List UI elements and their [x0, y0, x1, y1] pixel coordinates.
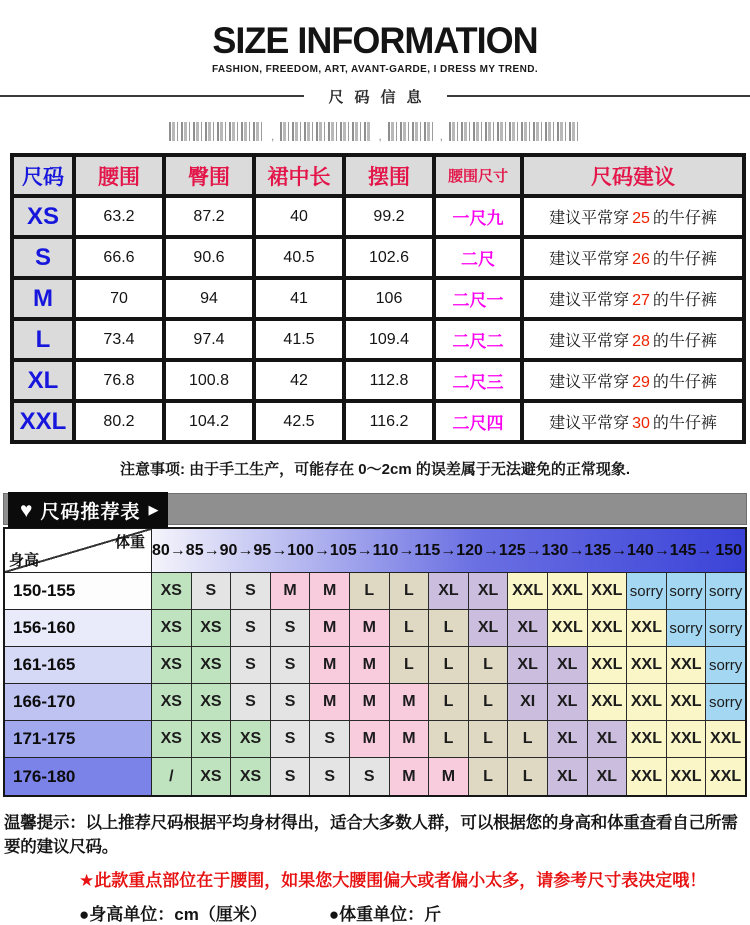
waist-cn-value: 二尺	[434, 237, 522, 278]
weight-header: 105→	[329, 541, 373, 559]
recommend-size-cell: sorry	[706, 684, 745, 721]
recommend-size-cell: XS	[152, 573, 192, 610]
recommend-size-cell: L	[469, 684, 509, 721]
size-table-row	[12, 319, 744, 360]
barcode-graphic	[0, 119, 750, 141]
recommend-size-cell: L	[429, 647, 469, 684]
recommend-size-cell: M	[350, 647, 390, 684]
recommend-size-cell: XL	[508, 610, 548, 647]
column-header: 腰围	[74, 155, 164, 196]
recommend-size-cell: M	[310, 684, 350, 721]
suggestion-cell	[522, 360, 744, 401]
jeans-size-value: 26	[632, 251, 650, 268]
barcode-separator: ,	[378, 129, 382, 143]
recommend-size-cell: L	[429, 721, 469, 758]
recommend-header-row	[5, 529, 745, 573]
column-header: 臀围	[164, 155, 254, 196]
recommend-size-cell: M	[350, 684, 390, 721]
recommend-size-cell: S	[231, 684, 271, 721]
recommend-size-cell: XXL	[588, 684, 628, 721]
recommend-size-cell: M	[350, 610, 390, 647]
barcode-icon	[169, 122, 265, 141]
recommend-size-cell: XXL	[588, 610, 628, 647]
jeans-size-value: 25	[632, 210, 650, 227]
recommend-size-cell: XL	[429, 573, 469, 610]
recommend-size-cell: XXL	[706, 721, 745, 758]
recommend-size-cell: S	[310, 721, 350, 758]
waist-value: 66.6	[74, 237, 164, 278]
weight-header: 120→	[456, 541, 499, 559]
page-title: SIZE INFORMATION	[212, 19, 538, 62]
recommend-row	[5, 573, 745, 610]
recommend-size-cell: XXL	[548, 573, 588, 610]
jeans-size-value: 27	[632, 292, 650, 309]
size-label: XXL	[12, 401, 74, 442]
length-value: 41.5	[254, 319, 344, 360]
recommend-size-cell: L	[390, 610, 430, 647]
recommend-size-cell: M	[310, 610, 350, 647]
recommend-size-cell: XS	[231, 721, 271, 758]
recommend-size-cell: XS	[231, 758, 271, 795]
recommend-size-cell: sorry	[627, 573, 667, 610]
recommend-size-cell: XXL	[627, 684, 667, 721]
recommend-size-cell: S	[231, 647, 271, 684]
waist-cn-value: 二尺四	[434, 401, 522, 442]
recommend-size-cell: XXL	[508, 573, 548, 610]
suggestion-prefix: 建议平常穿	[549, 210, 630, 227]
size-label: M	[12, 278, 74, 319]
waist-cn-value: 二尺二	[434, 319, 522, 360]
recommend-size-cell: XXL	[667, 684, 707, 721]
weight-header: 110→	[372, 541, 415, 559]
recommend-size-cell: M	[310, 573, 350, 610]
height-range-header: 156-160	[5, 610, 152, 647]
hip-value: 90.6	[164, 237, 254, 278]
recommend-size-cell: S	[271, 758, 311, 795]
recommend-size-cell: S	[271, 721, 311, 758]
recommend-size-cell: S	[271, 684, 311, 721]
recommend-size-cell: XS	[192, 610, 232, 647]
recommend-table	[3, 527, 747, 797]
recommend-size-cell: L	[429, 684, 469, 721]
hip-value: 104.2	[164, 401, 254, 442]
recommend-size-cell: XL	[548, 647, 588, 684]
error-notice: 注意事项: 由于手工生产，可能存在 0～2cm 的误差属于无法避免的正常现象.	[119, 461, 631, 478]
corner-weight-label: 体重	[114, 534, 145, 551]
recommend-size-cell: L	[469, 721, 509, 758]
recommend-size-cell: XS	[152, 610, 192, 647]
recommend-size-cell: XS	[192, 721, 232, 758]
length-value: 41	[254, 278, 344, 319]
suggestion-cell	[522, 278, 744, 319]
hip-value: 97.4	[164, 319, 254, 360]
recommend-size-cell: XXL	[548, 610, 588, 647]
suggestion-suffix: 的牛仔裤	[652, 333, 717, 350]
column-header: 腰围尺寸	[434, 155, 522, 196]
suggestion-prefix: 建议平常穿	[549, 333, 630, 350]
recommend-size-cell: M	[350, 721, 390, 758]
size-table-row	[12, 196, 744, 237]
hem-value: 116.2	[344, 401, 434, 442]
recommend-size-cell: L	[390, 573, 430, 610]
hip-value: 94	[164, 278, 254, 319]
size-label: L	[12, 319, 74, 360]
recommend-size-cell: M	[390, 721, 430, 758]
suggestion-suffix: 的牛仔裤	[652, 292, 717, 309]
suggestion-prefix: 建议平常穿	[549, 374, 630, 391]
recommend-size-cell: XL	[469, 573, 509, 610]
recommend-size-cell: /	[152, 758, 192, 795]
waist-value: 76.8	[74, 360, 164, 401]
waist-value: 70	[74, 278, 164, 319]
barcode-icon	[280, 122, 372, 141]
suggestion-cell	[522, 196, 744, 237]
recommend-size-cell: L	[429, 610, 469, 647]
recommend-band-label	[8, 492, 168, 528]
recommend-size-cell: XS	[192, 758, 232, 795]
suggestion-prefix: 建议平常穿	[549, 251, 630, 268]
recommend-size-cell: L	[508, 758, 548, 795]
size-table-row	[12, 278, 744, 319]
corner-cell	[5, 529, 152, 573]
barcode-separator: ,	[439, 129, 444, 143]
size-table-row	[12, 237, 744, 278]
recommend-size-cell: XXL	[627, 758, 667, 795]
recommend-size-cell: XS	[152, 721, 192, 758]
recommend-size-cell: S	[350, 758, 390, 795]
recommend-size-cell: XL	[548, 684, 588, 721]
divider-line-right	[447, 95, 750, 97]
hip-value: 100.8	[164, 360, 254, 401]
recommend-size-cell: XS	[192, 684, 232, 721]
jeans-size-value: 30	[632, 415, 650, 432]
suggestion-prefix: 建议平常穿	[549, 415, 630, 432]
size-table	[10, 153, 746, 444]
section-divider	[0, 87, 750, 105]
weight-header-row	[152, 529, 745, 573]
recommend-size-cell: M	[271, 573, 311, 610]
recommend-size-cell: S	[192, 573, 232, 610]
tip-line: 温馨提示：以上推荐尺码根据平均身材得出，适合大多数人群，可以根据您的身高和体重查看自己所需要的建议尺码。	[4, 814, 738, 856]
corner-height-label: 身高	[9, 552, 40, 569]
suggestion-prefix: 建议平常穿	[549, 292, 630, 309]
recommend-size-cell: XS	[192, 647, 232, 684]
suggestion-cell	[522, 319, 744, 360]
suggestion-cell	[522, 401, 744, 442]
weight-unit: ●体重单位：斤	[328, 905, 442, 924]
waist-cn-value: 一尺九	[434, 196, 522, 237]
recommend-size-cell: XL	[508, 647, 548, 684]
barcode-icon	[449, 122, 581, 141]
recommend-size-cell: XXL	[667, 721, 707, 758]
weight-header: 115→	[414, 541, 457, 559]
weight-header: 130→	[541, 541, 585, 559]
height-range-header: 171-175	[5, 721, 152, 758]
weight-header: 145→	[669, 541, 713, 559]
heart-icon: ♥	[20, 498, 33, 522]
page-header	[0, 0, 750, 75]
recommend-size-cell: XXL	[627, 610, 667, 647]
recommend-band-title: 尺码推荐表	[40, 501, 141, 523]
weight-header: 80→	[152, 541, 186, 559]
weight-header: 135→	[584, 541, 628, 559]
recommend-size-cell: XXL	[588, 573, 628, 610]
recommend-size-cell: S	[271, 610, 311, 647]
column-header: 尺码	[12, 155, 74, 196]
weight-header: 125→	[498, 541, 542, 559]
page-subtitle: FASHION, FREEDOM, ART, AVANT-GARDE, I DRESS MY TREND.	[211, 64, 539, 75]
divider-label: 尺码信息	[328, 88, 433, 106]
recommend-size-cell: XL	[548, 721, 588, 758]
recommend-size-cell: L	[469, 758, 509, 795]
recommend-size-cell: sorry	[667, 573, 707, 610]
recommend-size-cell: XI	[508, 684, 548, 721]
recommend-size-cell: XL	[588, 721, 628, 758]
height-range-header: 176-180	[5, 758, 152, 795]
recommend-size-cell: M	[390, 758, 430, 795]
recommend-size-cell: S	[231, 573, 271, 610]
hem-value: 106	[344, 278, 434, 319]
recommend-row	[5, 721, 745, 758]
unit-lines	[4, 900, 746, 925]
recommend-size-cell: XS	[152, 647, 192, 684]
column-header: 尺码建议	[522, 155, 744, 196]
recommend-size-cell: XL	[588, 758, 628, 795]
recommend-size-cell: S	[310, 758, 350, 795]
size-label: XL	[12, 360, 74, 401]
waist-cn-value: 二尺一	[434, 278, 522, 319]
waist-cn-value: 二尺三	[434, 360, 522, 401]
recommend-size-cell: S	[231, 610, 271, 647]
recommend-size-cell: XL	[548, 758, 588, 795]
barcode-icon	[388, 122, 434, 141]
recommend-size-cell: M	[429, 758, 469, 795]
length-value: 42.5	[254, 401, 344, 442]
recommend-size-cell: XXL	[667, 647, 707, 684]
recommend-size-cell: XXL	[588, 647, 628, 684]
hem-value: 112.8	[344, 360, 434, 401]
size-label: XS	[12, 196, 74, 237]
recommend-size-cell: sorry	[706, 573, 745, 610]
suggestion-cell	[522, 237, 744, 278]
recommend-size-cell: M	[310, 647, 350, 684]
barcode-separator: ,	[270, 129, 275, 143]
weight-header: 90→	[219, 541, 254, 559]
recommend-size-cell: XS	[152, 684, 192, 721]
height-range-header: 161-165	[5, 647, 152, 684]
column-header: 摆围	[344, 155, 434, 196]
recommend-size-cell: L	[350, 573, 390, 610]
weight-header: 150	[715, 541, 743, 559]
divider-line-left	[0, 95, 304, 97]
footer-notes	[4, 809, 746, 925]
column-header: 裙中长	[254, 155, 344, 196]
length-value: 40	[254, 196, 344, 237]
recommend-size-cell: XXL	[706, 758, 745, 795]
jeans-size-value: 28	[632, 333, 650, 350]
waist-value: 73.4	[74, 319, 164, 360]
arrow-right-icon: ▶	[148, 502, 159, 517]
recommend-row	[5, 684, 745, 721]
size-label: S	[12, 237, 74, 278]
height-range-header: 166-170	[5, 684, 152, 721]
size-table-header-row	[12, 155, 744, 196]
length-value: 40.5	[254, 237, 344, 278]
recommend-size-cell: XXL	[667, 758, 707, 795]
recommend-row	[5, 610, 745, 647]
weight-header: 100→	[287, 541, 330, 559]
recommend-size-cell: XXL	[627, 647, 667, 684]
waist-value: 63.2	[74, 196, 164, 237]
hem-value: 102.6	[344, 237, 434, 278]
length-value: 42	[254, 360, 344, 401]
hem-value: 109.4	[344, 319, 434, 360]
recommend-size-cell: L	[390, 647, 430, 684]
weight-header: 95→	[253, 541, 288, 559]
recommend-size-cell: L	[508, 721, 548, 758]
height-range-header: 150-155	[5, 573, 152, 610]
recommend-size-cell: XL	[469, 610, 509, 647]
recommend-size-cell: L	[469, 647, 509, 684]
recommend-size-cell: sorry	[706, 610, 745, 647]
weight-header: 140→	[627, 541, 670, 559]
recommend-size-cell: sorry	[667, 610, 707, 647]
recommend-size-cell: S	[271, 647, 311, 684]
hip-value: 87.2	[164, 196, 254, 237]
hem-value: 99.2	[344, 196, 434, 237]
recommend-band	[3, 493, 747, 525]
suggestion-suffix: 的牛仔裤	[652, 251, 717, 268]
suggestion-suffix: 的牛仔裤	[652, 210, 717, 227]
height-unit: ●身高单位：cm（厘米）	[79, 905, 267, 924]
recommend-row	[5, 647, 745, 684]
suggestion-suffix: 的牛仔裤	[652, 415, 717, 432]
size-table-row	[12, 360, 744, 401]
jeans-size-value: 29	[632, 374, 650, 391]
recommend-size-cell: sorry	[706, 647, 745, 684]
recommend-row	[5, 758, 745, 795]
warning-line: ★此款重点部位在于腰围，如果您大腰围偏大或者偏小太多，请参考尺寸表决定哦！	[79, 871, 707, 890]
suggestion-suffix: 的牛仔裤	[652, 374, 717, 391]
recommend-size-cell: M	[390, 684, 430, 721]
recommend-size-cell: XXL	[627, 721, 667, 758]
waist-value: 80.2	[74, 401, 164, 442]
weight-header: 85→	[185, 541, 220, 559]
size-table-row	[12, 401, 744, 442]
